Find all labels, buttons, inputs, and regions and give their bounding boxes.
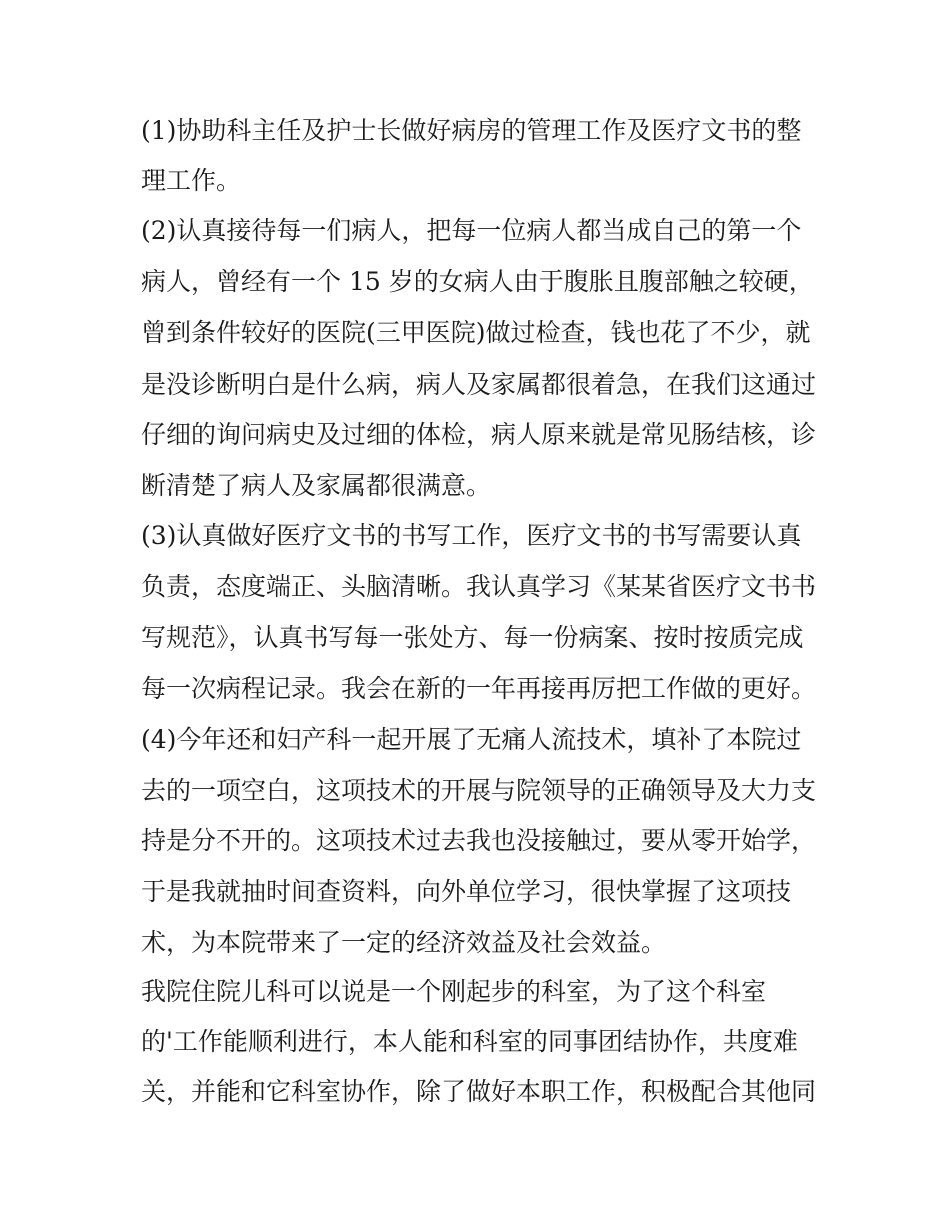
text-line: 病人，曾经有一个 15 岁的女病人由于腹胀且腹部触之较硬， (141, 267, 814, 296)
text-line: 术，为本院带来了一定的经济效益及社会效益。 (141, 928, 667, 957)
text-line: (4)今年还和妇产科一起开展了无痛人流技术，填补了本院过 (141, 725, 802, 754)
text-line: (2)认真接待每一们病人，把每一位病人都当成自己的第一个 (141, 216, 802, 245)
text-line: 每一次病程记录。我会在新的一年再接再厉把工作做的更好。 (141, 674, 817, 703)
text-line: 理工作。 (141, 166, 242, 195)
text-line: 仔细的询问病史及过细的体检，病人原来就是常见肠结核，诊 (141, 420, 817, 449)
text-line: 关，并能和它科室协作，除了做好本职工作，积极配合其他同 (141, 1077, 817, 1106)
text-line: (1)协助科主任及护士长做好病房的管理工作及医疗文书的整 (141, 116, 802, 145)
text-line: 于是我就抽时间查资料，向外单位学习，很快掌握了这项技 (141, 877, 792, 906)
text-line: 是没诊断明白是什么病，病人及家属都很着急，在我们这通过 (141, 370, 817, 399)
text-line: 去的一项空白，这项技术的开展与院领导的正确领导及大力支 (141, 776, 817, 805)
text-line: (3)认真做好医疗文书的书写工作，医疗文书的书写需要认真 (141, 521, 802, 550)
text-line: 断清楚了病人及家属都很满意。 (141, 471, 492, 500)
text-line: 的'工作能顺利进行，本人能和科室的同事团结协作，共度难 (141, 1027, 798, 1056)
text-line: 我院住院儿科可以说是一个刚起步的科室，为了这个科室 (141, 977, 767, 1006)
text-line: 曾到条件较好的医院(三甲医院)做过检查，钱也花了不少，就 (141, 318, 811, 347)
text-line: 持是分不开的。这项技术过去我也没接触过，要从零开始学， (141, 826, 817, 855)
text-line: 负责，态度端正、头脑清晰。我认真学习《某某省医疗文书书 (141, 572, 817, 601)
text-line: 写规范》，认真书写每一张处方、每一份病案、按时按质完成 (141, 623, 804, 652)
